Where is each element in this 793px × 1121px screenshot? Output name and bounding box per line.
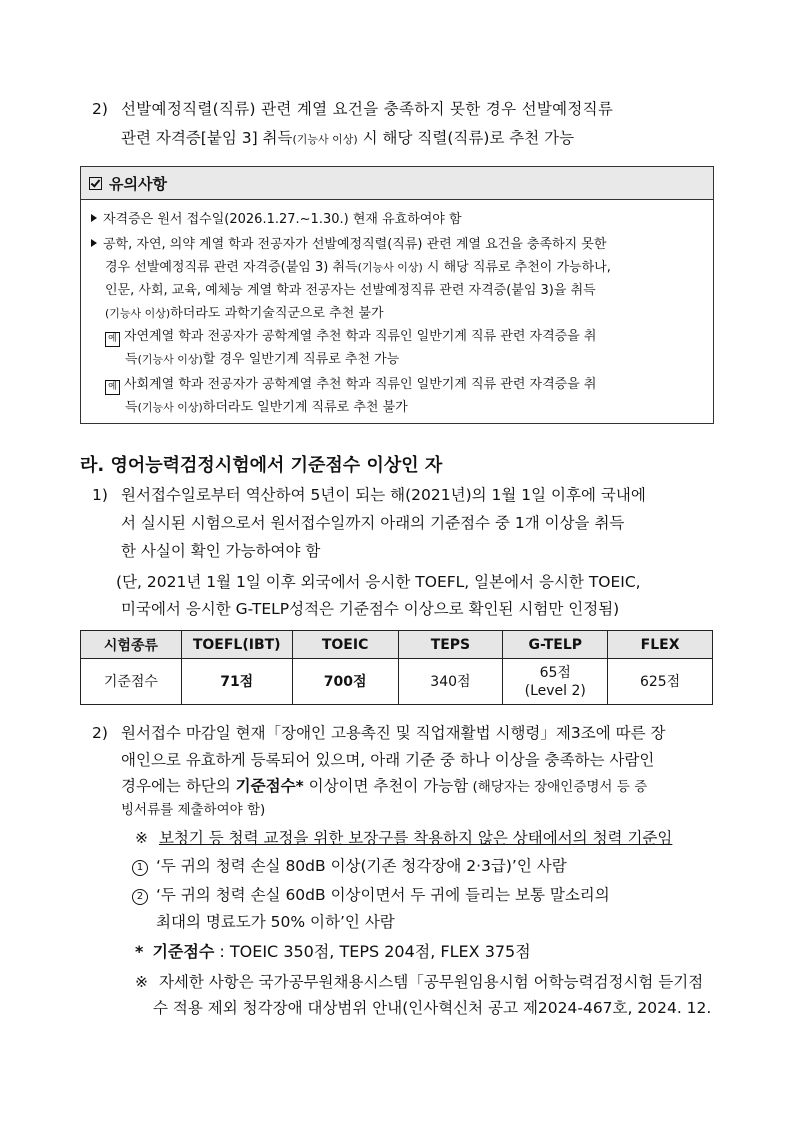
table-header-row [81, 631, 713, 659]
small-text: (기능사 이상) [137, 401, 203, 414]
example-mark-icon: 예 [105, 380, 120, 395]
paragraph-line: 한 사실이 확인 가능하여야 함 [121, 542, 321, 560]
item-number: 2) [92, 724, 108, 742]
table-cell: 71점 [181, 659, 292, 705]
paragraph-line: 선발예정직렬(직류) 관련 계열 요건을 충족하지 못한 경우 선발예정직류 [121, 100, 614, 118]
text: 득 [125, 400, 138, 415]
triangle-bullet-icon [91, 239, 97, 247]
paragraph-line: 원서접수 마감일 현재「장애인 고용촉진 및 직업재활법 시행령」제3조에 따른 장 [121, 724, 666, 742]
circled-number-icon: 1 [132, 860, 148, 876]
column-header: G-TELP [503, 631, 608, 659]
star-mark-icon: * [135, 942, 144, 961]
notice-title: 유의사항 [109, 174, 167, 193]
bold-text: 기준점수 [152, 942, 215, 961]
text: ‘두 귀의 청력 손실 60dB 이상이면서 두 귀에 들리는 보통 말소리의 [156, 886, 610, 904]
note-text: (해당자는 장애인증명서 등 증 [468, 779, 648, 795]
text: 하더라도 과학기술직군으로 추천 불가 [170, 306, 384, 321]
paragraph-line [121, 776, 647, 797]
paragraph-line [121, 128, 574, 150]
small-text: (기능사 이상) [105, 307, 171, 320]
text: 하더라도 일반기계 직류로 추천 불가 [202, 400, 408, 415]
paragraph-line: 빙서류를 제출하여야 함) [121, 802, 266, 818]
column-header: TOEFL(IBT) [181, 631, 292, 659]
column-header: FLEX [608, 631, 713, 659]
text: 경우에는 하단의 [121, 777, 236, 795]
threshold-line [135, 942, 531, 962]
row-label: 기준점수 [81, 659, 182, 705]
criterion-line [132, 856, 567, 876]
text: 자연계열 학과 전공자가 공학계열 추천 학과 직류인 일반기계 직류 관련 자격증을 취 [124, 329, 597, 344]
text: 자세한 사항은 국가공무원채용시스템「공무원임용시험 어학능력검정시험 듣기점 [158, 973, 704, 991]
triangle-bullet-icon [91, 214, 97, 222]
example-continuation [125, 399, 408, 417]
text: 공학, 자연, 의약 계열 학과 전공자가 선발예정직렬(직류) 관련 계열 요건을 충족하지 못한 [103, 237, 607, 252]
item-number: 2) [92, 100, 108, 118]
gtelp-score: 65점 [539, 664, 571, 681]
small-text: (기능사 이상) [292, 133, 358, 146]
notice-box [80, 166, 714, 424]
text: 할 경우 일반기계 직류로 추천 가능 [202, 352, 400, 367]
paragraph-line: (단, 2021년 1월 1일 이후 외국에서 응시한 TOEFL, 일본에서 응시한 TOEIC, [116, 573, 641, 591]
criterion-line [132, 885, 610, 905]
bold-text: 기준점수* [235, 777, 304, 795]
column-header: 시험종류 [81, 631, 182, 659]
circled-number-icon: 2 [132, 889, 148, 905]
text: 득 [125, 352, 138, 367]
text: : TOEIC 350점, TEPS 204점, FLEX 375점 [214, 942, 531, 961]
example-continuation [125, 351, 399, 369]
text: 시 해당 직류로 추천이 가능하나, [422, 260, 611, 275]
reference-mark-icon: ※ [135, 829, 148, 847]
note-line [135, 972, 703, 992]
score-table [80, 630, 713, 705]
column-header: TEPS [398, 631, 503, 659]
table-cell: 625점 [608, 659, 713, 705]
text: 관련 자격증[붙임 3] 취득 [121, 129, 293, 147]
criterion-continuation: 최대의 명료도가 50% 이하’인 사람 [156, 913, 395, 931]
note-continuation: 수 적용 제외 청각장애 대상범위 안내(인사혁신처 공고 제2024-467호, 2024. 12. [153, 999, 712, 1017]
table-row [81, 659, 713, 705]
text: 경우 선발예정직류 관련 자격증(붙임 3) 취득 [105, 260, 358, 275]
bullet-continuation [105, 259, 611, 277]
bullet-continuation: 인문, 사회, 교육, 예체능 계열 학과 전공자는 선발예정직류 관련 자격증(붙임 3)을 취득 [105, 283, 596, 298]
example-mark-icon: 예 [105, 332, 120, 347]
note-line [135, 828, 672, 848]
section-heading: 라. 영어능력검정시험에서 기준점수 이상인 자 [80, 455, 443, 476]
text: 자격증은 원서 접수일(2026.1.27.~1.30.) 현재 유효하여야 함 [103, 212, 462, 227]
paragraph-line: 서 실시된 시험으로서 원서접수일까지 아래의 기준점수 중 1개 이상을 취득 [121, 514, 625, 532]
bullet-continuation [105, 305, 384, 323]
item-number: 1) [92, 486, 108, 504]
text: 이상이면 추천이 가능함 [303, 777, 469, 795]
column-header: TOEIC [292, 631, 398, 659]
reference-mark-icon: ※ [135, 973, 148, 991]
text: 사회계열 학과 전공자가 공학계열 추천 학과 직류인 일반기계 직류 관련 자격증을 취 [124, 377, 597, 392]
paragraph-line: 애인으로 유효하게 등록되어 있으며, 아래 기준 중 하나 이상을 충족하는 사람인 [121, 751, 655, 769]
bullet-line [91, 211, 462, 229]
table-cell: 340점 [398, 659, 503, 705]
checkbox-icon [89, 177, 102, 190]
gtelp-level: (Level 2) [524, 682, 586, 699]
text: 시 해당 직렬(직류)로 추천 가능 [357, 129, 575, 147]
example-line [105, 376, 596, 395]
table-cell [503, 659, 608, 705]
underlined-text: 보청기 등 청력 교정을 위한 보장구를 착용하지 않은 상태에서의 청력 기준임 [158, 829, 673, 847]
table-cell: 700점 [292, 659, 398, 705]
small-text: (기능사 이상) [357, 261, 423, 274]
notice-header [81, 167, 713, 200]
paragraph-line: 미국에서 응시한 G-TELP성적은 기준점수 이상으로 확인된 시험만 인정됨) [121, 600, 620, 618]
small-text: (기능사 이상) [137, 353, 203, 366]
bullet-line [91, 236, 606, 254]
paragraph-line: 원서접수일로부터 역산하여 5년이 되는 해(2021년)의 1월 1일 이후에 국내에 [121, 486, 646, 504]
example-line [105, 328, 596, 347]
text: ‘두 귀의 청력 손실 80dB 이상(기존 청각장애 2·3급)’인 사람 [156, 857, 567, 875]
